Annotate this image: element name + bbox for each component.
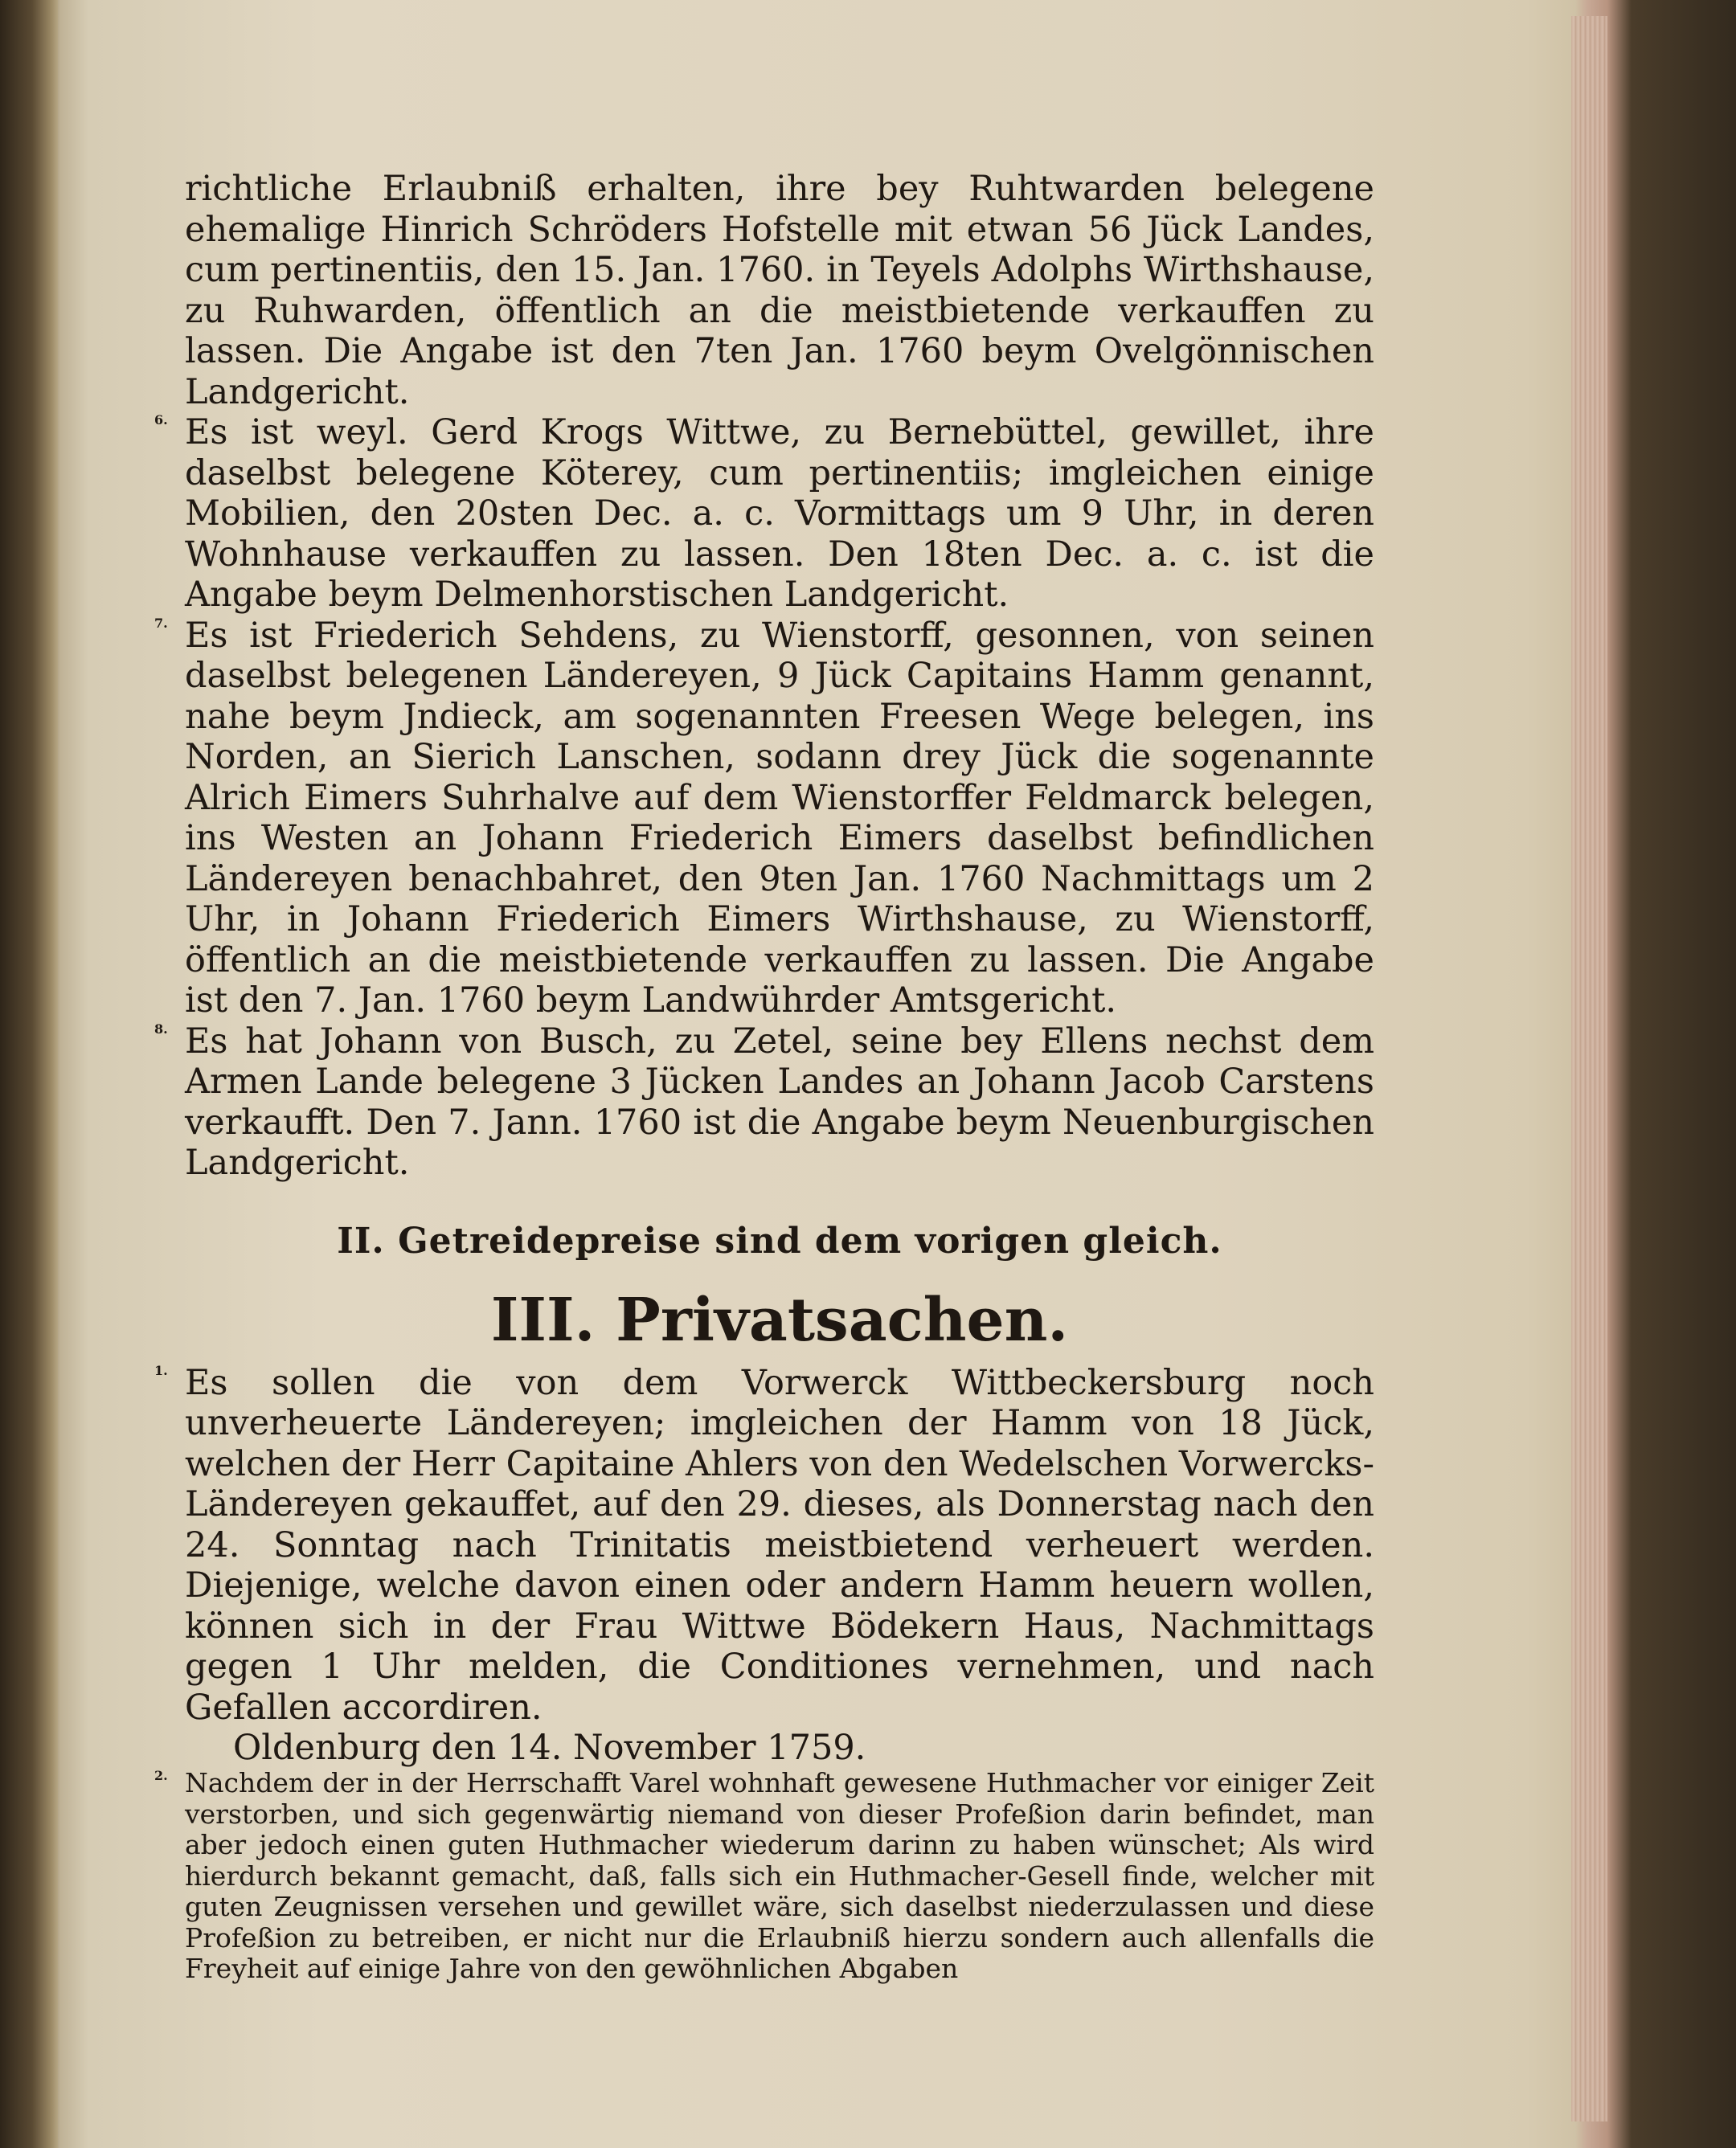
notice-7 xyxy=(154,615,1374,1021)
notice-6 xyxy=(154,412,1374,616)
page-text-block xyxy=(154,169,1374,1985)
notice-number: 8. xyxy=(154,1021,168,1037)
notice-8 xyxy=(154,1021,1374,1184)
notice-number: 2. xyxy=(154,1768,168,1783)
private-notice-2 xyxy=(154,1767,1374,1985)
notice-text: Es hat Johann von Busch, zu Zetel, seine bey Ellens nechst dem Armen Lande belegene 3 Jücken Landes an Johann Jacob Carstens verkaufft. Den 7. Jann. 1760 ist die Angabe beym Neuenburgischen Landgericht. xyxy=(185,1021,1374,1183)
notice-text: Es sollen die von dem Vorwerck Wittbeckersburg noch unverheuerte Ländereyen; imgleichen der Hamm von 18 Jück, welchen der Herr Capitaine Ahlers von den Wedelschen Vorwercks-Ländereyen gekauffet, auf den 29. dieses, als Donnerstag nach den 24. Sonntag nach Trinitatis meistbietend verheuert werden. Diejenige, welche davon einen oder andern Hamm heuern wollen, können sich in der Frau Wittwe Bödekern Haus, Nachmittags gegen 1 Uhr melden, die Conditiones vernehmen, und nach Gefallen accordiren. xyxy=(185,1362,1374,1728)
notice-number: 6. xyxy=(154,412,168,428)
notice-text: Nachdem der in der Herrschafft Varel wohnhaft gewesene Huthmacher vor einiger Zeit verstorben, und sich gegenwärtig niemand von dieser Profeßion darin befindet, man aber jedoch einen guten Huthmacher wiederum darinn zu haben wünschet; Als wird hierdurch bekannt gemacht, daß, falls sich ein Huthmacher-Gesell finde, welcher mit guten Zeugnissen versehen und gewillet wäre, sich daselbst niederzulassen und diese Profeßion zu betreiben, er nicht nur die Erlaubniß hierzu sondern auch allenfalls die Freyheit auf einige Jahre von den gewöhnlichen Abgaben xyxy=(185,1767,1374,1984)
continued-notice: richtliche Erlaubniß erhalten, ihre bey Ruhtwarden belegene ehemalige Hinrich Schröders Hofstelle mit etwan 56 Jück Landes, cum pertinentiis, den 15. Jan. 1760. in Teyels Adolphs Wirthshause, zu Ruhwarden, öffentlich an die meistbietende verkauffen zu lassen. Die Angabe ist den 7ten Jan. 1760 beym Ovelgönnischen Landgericht. xyxy=(185,169,1374,412)
page-stack-edge xyxy=(1571,16,1607,2121)
notice-text: Es ist weyl. Gerd Krogs Wittwe, zu Bernebüttel, gewillet, ihre daselbst belegene Köterey, cum pertinentiis; imgleichen einige Mobilien, den 20sten Dec. a. c. Vormittags um 9 Uhr, in deren Wohnhause verkauffen zu lassen. Den 18ten Dec. a. c. ist die Angabe beym Delmenhorstischen Landgericht. xyxy=(185,412,1374,615)
notice-number: 7. xyxy=(154,615,168,631)
facing-page-edge xyxy=(0,0,58,2148)
notice-number: 1. xyxy=(154,1362,168,1378)
dateline: Oldenburg den 14. November 1759. xyxy=(233,1728,866,1768)
private-notice-1 xyxy=(154,1362,1374,1729)
notice-text: Es ist Friederich Sehdens, zu Wienstorff, gesonnen, von seinen daselbst belegenen Ländereyen, 9 Jück Capitains Hamm genannt, nahe beym Jndieck, am sogenannten Freesen Wege belegen, ins Norden, an Sierich Lanschen, sodann drey Jück die sogenannte Alrich Eimers Suhrhalve auf dem Wienstorffer Feldmarck belegen, ins Westen an Johann Friederich Eimers daselbst befindlichen Ländereyen benachbahret, den 9ten Jan. 1760 Nachmittags um 2 Uhr, in Johann Friederich Eimers Wirthshause, zu Wienstorff, öffentlich an die meistbietende verkauffen zu lassen. Die Angabe ist den 7. Jan. 1760 beym Landwührder Amtsgericht. xyxy=(185,615,1374,1021)
section-heading-ii: II. Getreidepreise sind dem vorigen gleich. xyxy=(337,1220,1222,1262)
section-heading-iii: III. Privatsachen. xyxy=(490,1285,1069,1355)
